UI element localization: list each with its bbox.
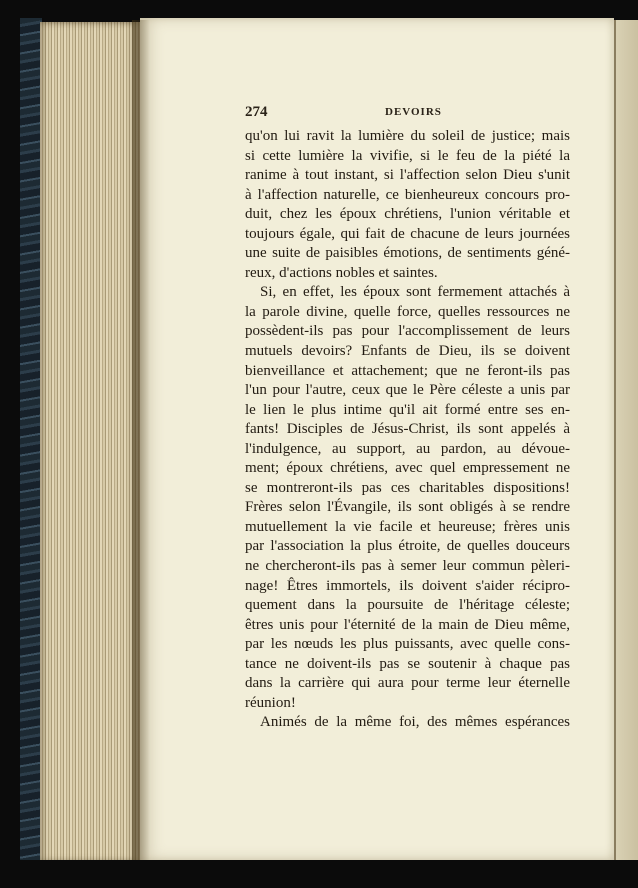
text-line: qu'on lui ravit la lumière du soleil de justice; mais	[245, 128, 570, 144]
body-text	[245, 127, 570, 733]
text-line: ne chercheront-ils pas à semer leur commun pèleri-	[245, 558, 570, 575]
text-line: Animés de la même foi, des mêmes espérances	[260, 714, 570, 731]
running-head	[245, 104, 570, 122]
text-line: par l'association la plus étroite, de quelles douceurs	[245, 538, 570, 555]
text-line: toujours égale, qui fait de chacune de leurs journées	[245, 225, 570, 242]
text-line: fants! Disciples de Jésus-Christ, ils sont appelés à	[245, 421, 570, 438]
text-line: mutuellement la vie facile et heureuse; frères unis	[245, 518, 570, 535]
text-line: le lien le plus intime qu'il ait formé entre ses en-	[245, 401, 570, 418]
text-line: une suite de paisibles émotions, de sentiments géné-	[245, 245, 570, 262]
page-number: 274	[245, 104, 268, 120]
text-line: Si, en effet, les époux sont fermement attachés à	[260, 284, 570, 301]
text-line: ranime à tout instant, si l'affection selon Dieu s'unit	[245, 167, 570, 184]
spine-shadow	[132, 20, 150, 862]
text-line: mutuels devoirs? Enfants de Dieu, ils se doivent	[245, 343, 570, 360]
text-line: Frères selon l'Évangile, ils sont obligés à se rendre	[245, 499, 570, 516]
text-line: se montreront-ils pas ces charitables dispositions!	[245, 479, 570, 496]
text-line: nage! Êtres immortels, ils doivent s'aider récipro-	[245, 577, 570, 594]
text-line: la parole divine, quelle force, quelles ressources ne	[245, 303, 570, 320]
text-line: réunion!	[245, 694, 296, 711]
text-line: à l'affection naturelle, ce bienheureux concours pro-	[245, 186, 570, 203]
page-edges-stack	[40, 22, 140, 862]
bottom-background	[20, 860, 638, 888]
text-line: par les nœuds les plus puissants, avec quelle cons-	[245, 636, 570, 653]
text-line: reux, d'actions nobles et saintes.	[245, 264, 438, 281]
text-line: bienveillance et attachement; que ne feront-ils pas	[245, 362, 570, 379]
text-line: êtres unis pour l'éternité de la main de Dieu même,	[245, 616, 570, 633]
text-line: l'un pour l'autre, ceux que le Père céleste a unis par	[245, 382, 570, 399]
next-page-edge	[614, 20, 638, 866]
text-line: tance ne doivent-ils pas se soutenir à chaque pas	[245, 655, 570, 672]
running-head-title: DEVOIRS	[385, 106, 442, 118]
text-line: ment; époux chrétiens, avec quel empressement ne	[245, 460, 570, 477]
text-line: si cette lumière la vivifie, si le feu de la piété la	[245, 147, 570, 164]
text-line: dans la carrière qui aura pour terme leur éternelle	[245, 675, 570, 692]
text-line: possèdent-ils pas pour l'accomplissement de leurs	[245, 323, 570, 340]
text-line: quement dans la poursuite de l'héritage céleste;	[245, 597, 570, 614]
text-line: duit, chez les époux chrétiens, l'union véritable et	[245, 206, 570, 223]
text-line: l'indulgence, au support, au pardon, au dévoue-	[245, 440, 570, 457]
